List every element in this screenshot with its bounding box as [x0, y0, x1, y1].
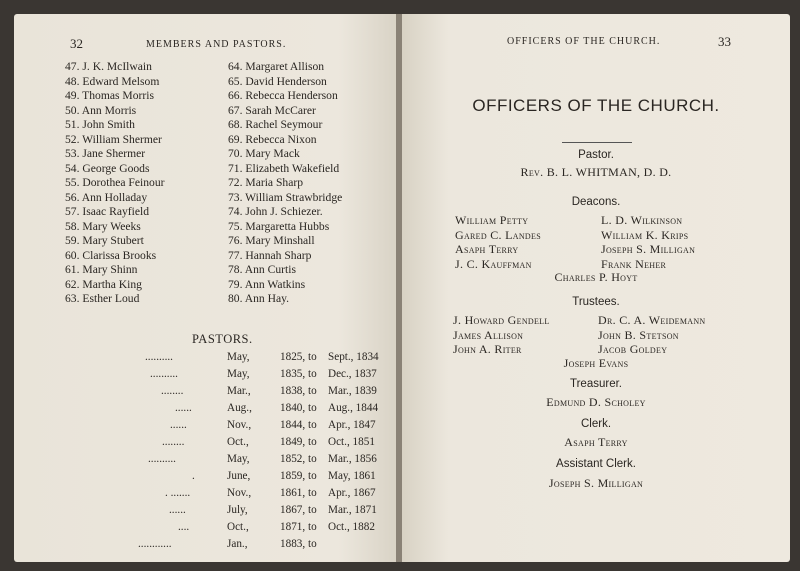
pastor-from: July,	[227, 504, 248, 516]
treasurer-name: Edmund D. Scholey	[546, 395, 646, 409]
pastor-name: Rev. B. L. WHITMAN, D. D.	[520, 165, 672, 179]
officer-name: Frank Neher	[601, 256, 667, 271]
member-entry: 68. Rachel Seymour	[228, 118, 323, 131]
leader-dots: . .......	[165, 487, 191, 499]
leader-dots: ..........	[150, 368, 178, 380]
pastor-from: Mar.,	[227, 385, 251, 397]
member-entry: 65. David Henderson	[228, 74, 327, 88]
pastor-to: Dec., 1837	[328, 368, 377, 380]
pastor-to: Apr., 1867	[328, 487, 376, 499]
member-entry: 78. Ann Curtis	[228, 263, 296, 276]
pastor-to: Oct., 1882	[328, 521, 375, 533]
pastor-to: May, 1861	[328, 470, 376, 482]
assistant-clerk-heading: Assistant Clerk.	[556, 458, 636, 470]
member-entry: 58. Mary Weeks	[65, 219, 141, 233]
officer-name: William K. Krips	[601, 227, 689, 242]
pastor-from: May,	[227, 453, 250, 465]
pastor-to: Aug., 1844	[328, 402, 379, 414]
members-column-2	[228, 60, 342, 307]
pastor-to: Mar., 1871	[328, 504, 377, 516]
leader-dots: .	[192, 470, 195, 482]
member-entry: 53. Jane Shermer	[65, 147, 146, 160]
member-entry: 51. John Smith	[65, 118, 135, 131]
pastor-to: Sept., 1834	[328, 351, 379, 363]
member-entry: 63. Esther Loud	[65, 292, 140, 305]
member-entry: 48. Edward Melsom	[65, 74, 160, 88]
leader-dots: ............	[138, 538, 172, 550]
pastor-from-year: 1852, to	[280, 453, 317, 465]
clerk-name: Asaph Terry	[564, 435, 628, 449]
member-entry: 79. Ann Watkins	[228, 277, 306, 291]
member-entry: 56. Ann Holladay	[65, 190, 148, 204]
member-entry: 57. Isaac Rayfield	[65, 205, 150, 218]
leader-dots: ..........	[145, 351, 173, 363]
member-entry: 75. Margaretta Hubbs	[228, 219, 330, 233]
member-entry: 71. Elizabeth Wakefield	[228, 161, 340, 175]
member-entry: 49. Thomas Morris	[65, 89, 154, 102]
pastor-from-year: 1883, to	[280, 538, 317, 550]
deacons-heading: Deacons.	[571, 196, 621, 208]
pastor-from-year: 1825, to	[280, 351, 317, 363]
member-entry: 66. Rebecca Henderson	[228, 89, 338, 102]
title-divider	[562, 142, 632, 143]
trustee-name: Joseph Evans	[563, 356, 629, 370]
member-entry: 64. Margaret Allison	[228, 60, 325, 73]
member-entry: 47. J. K. McIlwain	[65, 60, 152, 73]
officer-name: J. C. Kauffman	[455, 256, 532, 271]
pastor-from: May,	[227, 368, 250, 380]
pastor-from: Nov.,	[227, 419, 252, 431]
pastor-from: Aug.,	[227, 402, 252, 414]
pastor-from: Oct.,	[227, 521, 249, 533]
pastor-from: Oct.,	[227, 436, 249, 448]
treasurer-heading: Treasurer.	[570, 378, 622, 390]
running-head: MEMBERS AND PASTORS.	[146, 39, 287, 50]
officer-name: Asaph Terry	[455, 242, 519, 256]
officer-name: J. Howard Gendell	[453, 313, 550, 327]
member-entry: 73. William Strawbridge	[228, 190, 343, 204]
pastor-to: Apr., 1847	[328, 419, 376, 431]
officer-name: John A. Riter	[453, 342, 522, 356]
member-entry: 60. Clarissa Brooks	[65, 248, 157, 262]
member-entry: 61. Mary Shinn	[65, 263, 138, 276]
officer-name: Gared C. Landes	[455, 227, 541, 242]
officer-name: Joseph S. Milligan	[601, 242, 696, 256]
leader-dots: ....	[178, 521, 190, 533]
officer-name: John B. Stetson	[598, 327, 679, 342]
pastor-from-year: 1835, to	[280, 368, 317, 380]
member-entry: 52. William Shermer	[65, 132, 162, 146]
pastor-from: Nov.,	[227, 487, 252, 499]
member-entry: 74. John J. Schiezer.	[228, 205, 323, 218]
trustees-heading: Trustees.	[572, 296, 620, 308]
pastor-to: Mar., 1856	[328, 453, 377, 465]
member-entry: 70. Mary Mack	[228, 147, 300, 160]
right-page	[402, 14, 790, 562]
leader-dots: ......	[170, 419, 187, 431]
pastor-to: Mar., 1839	[328, 385, 377, 397]
member-entry: 55. Dorothea Feinour	[65, 176, 165, 189]
member-entry: 50. Ann Morris	[65, 103, 137, 117]
member-entry: 69. Rebecca Nixon	[228, 132, 317, 146]
leader-dots: ......	[169, 504, 186, 516]
member-entry: 72. Maria Sharp	[228, 176, 304, 189]
member-entry: 76. Mary Minshall	[228, 234, 315, 247]
page-title: OFFICERS OF THE CHURCH.	[472, 96, 720, 115]
members-column-1	[65, 60, 165, 307]
member-entry: 67. Sarah McCarer	[228, 103, 316, 117]
pastor-from-year: 1871, to	[280, 521, 317, 533]
pastor-from: June,	[227, 470, 251, 482]
clerk-heading: Clerk.	[580, 418, 612, 430]
member-entry: 77. Hannah Sharp	[228, 248, 312, 262]
assistant-clerk-name: Joseph S. Milligan	[548, 476, 644, 490]
officer-name: William Petty	[455, 213, 529, 227]
left-page	[14, 14, 396, 562]
member-entry: 54. George Goods	[65, 161, 150, 175]
officer-name: Jacob Goldey	[598, 342, 668, 356]
officer-name: L. D. Wilkinson	[601, 213, 683, 227]
pastors-title: PASTORS.	[192, 332, 253, 346]
member-entry: 62. Martha King	[65, 277, 142, 291]
leader-dots: ........	[162, 436, 185, 448]
leader-dots: ........	[161, 385, 184, 397]
pastor-from: Jan.,	[227, 538, 248, 550]
pastor-to: Oct., 1851	[328, 436, 375, 448]
pastor-from-year: 1859, to	[280, 470, 317, 482]
pastor-from-year: 1838, to	[280, 385, 317, 397]
page-number: 32	[70, 36, 83, 51]
leader-dots: ......	[175, 402, 192, 414]
page-number: 33	[718, 34, 731, 49]
leader-dots: ..........	[148, 453, 176, 465]
officer-name: Dr. C. A. Weidemann	[598, 313, 706, 327]
pastor-from: May,	[227, 351, 250, 363]
member-entry: 80. Ann Hay.	[228, 292, 290, 305]
member-entry: 59. Mary Stubert	[65, 234, 144, 247]
officer-name: James Allison	[453, 327, 524, 342]
deacon-name: Charles P. Hoyt	[554, 270, 638, 284]
pastor-from-year: 1861, to	[280, 487, 317, 499]
pastor-from-year: 1849, to	[280, 436, 317, 448]
running-head: OFFICERS OF THE CHURCH.	[507, 36, 661, 47]
pastor-from-year: 1840, to	[280, 402, 317, 414]
pastor-from-year: 1867, to	[280, 504, 317, 516]
pastor-heading: Pastor.	[578, 149, 614, 161]
pastor-from-year: 1844, to	[280, 419, 317, 431]
